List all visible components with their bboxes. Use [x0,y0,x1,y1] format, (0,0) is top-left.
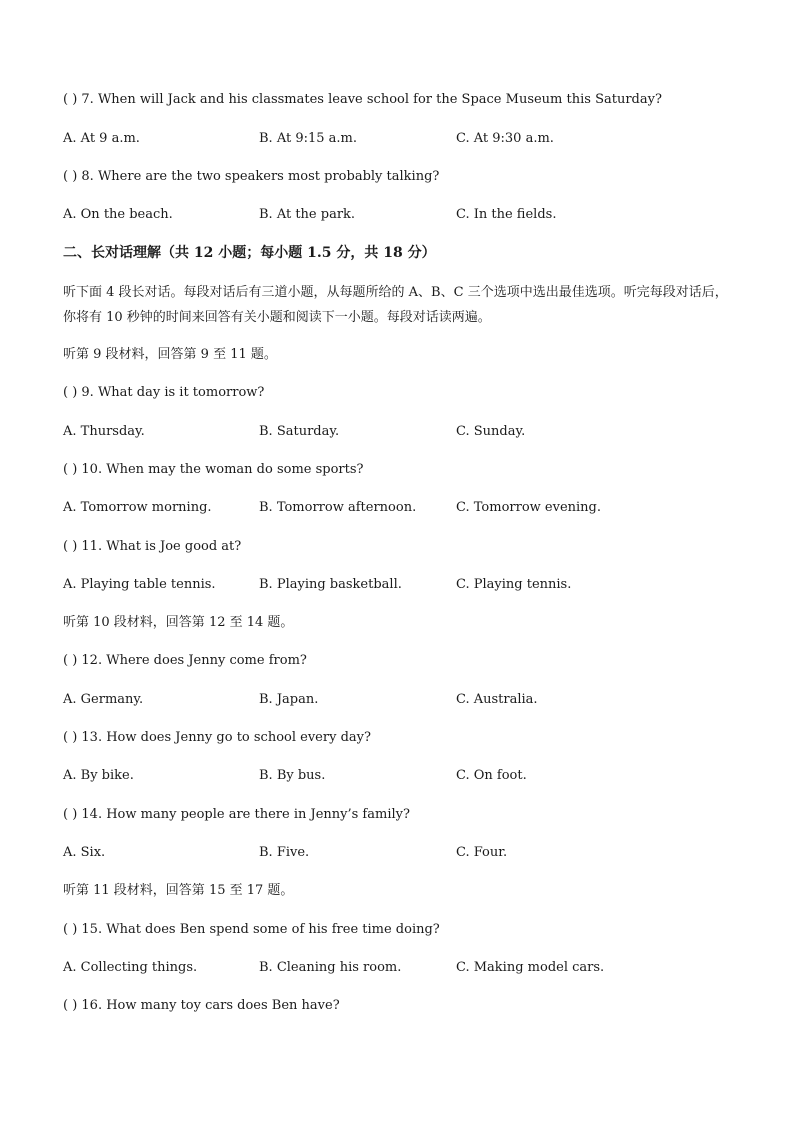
section-2-instructions: 听下面 4 段长对话。每段对话后有三道小题，从每题所给的 A、B、C 三个选项中选出最佳选项。听完每段对话后，你将有 10 秒钟的时间来回答有关小题和阅读下一小题。每段对话读两遍。 [63,285,728,325]
q14-option-b: B. Five. [259,845,310,860]
q9-option-a: A. Thursday. [63,424,145,439]
q13-option-c: C. On foot. [456,768,527,783]
passage-9-heading: 听第 9 段材料，回答第 9 至 11 题。 [63,347,277,362]
question-16: ( ) 16. How many toy cars does Ben have? [63,998,340,1013]
question-9: ( ) 9. What day is it tomorrow? [63,385,265,400]
q15-option-c: C. Making model cars. [456,960,605,975]
q9-option-b: B. Saturday. [259,424,340,439]
q14-option-c: C. Four. [456,845,508,860]
question-13: ( ) 13. How does Jenny go to school every day? [63,730,371,745]
question-10: ( ) 10. When may the woman do some sports? [63,462,364,477]
q7-option-a: A. At 9 a.m. [63,131,140,146]
passage-11-heading: 听第 11 段材料，回答第 15 至 17 题。 [63,883,294,898]
question-7: ( ) 7. When will Jack and his classmates leave school for the Space Museum this Saturday? [63,92,662,107]
q11-option-b: B. Playing basketball. [259,577,402,592]
question-8: ( ) 8. Where are the two speakers most probably talking? [63,169,440,184]
q12-option-c: C. Australia. [456,692,538,707]
question-12: ( ) 12. Where does Jenny come from? [63,653,307,668]
q10-option-c: C. Tomorrow evening. [456,500,601,515]
question-14: ( ) 14. How many people are there in Jenny’s family? [63,807,410,822]
q15-option-a: A. Collecting things. [63,960,198,975]
passage-10-heading: 听第 10 段材料，回答第 12 至 14 题。 [63,615,294,630]
question-15: ( ) 15. What does Ben spend some of his free time doing? [63,922,440,937]
q12-option-a: A. Germany. [63,692,144,707]
q8-option-c: C. In the fields. [456,207,557,222]
q13-option-a: A. By bike. [63,768,134,783]
q7-option-c: C. At 9:30 a.m. [456,131,554,146]
q15-option-b: B. Cleaning his room. [259,960,402,975]
q8-option-b: B. At the park. [259,207,356,222]
q7-option-b: B. At 9:15 a.m. [259,131,358,146]
q11-option-a: A. Playing table tennis. [63,577,216,592]
q12-option-b: B. Japan. [259,692,319,707]
q10-option-b: B. Tomorrow afternoon. [259,500,417,515]
q8-option-a: A. On the beach. [63,207,173,222]
q14-option-a: A. Six. [63,845,106,860]
q13-option-b: B. By bus. [259,768,326,783]
q11-option-c: C. Playing tennis. [456,577,572,592]
section-2-title: 二、长对话理解（共 12 小题；每小题 1.5 分，共 18 分） [63,245,436,261]
q10-option-a: A. Tomorrow morning. [63,500,212,515]
q9-option-c: C. Sunday. [456,424,526,439]
question-11: ( ) 11. What is Joe good at? [63,539,242,554]
